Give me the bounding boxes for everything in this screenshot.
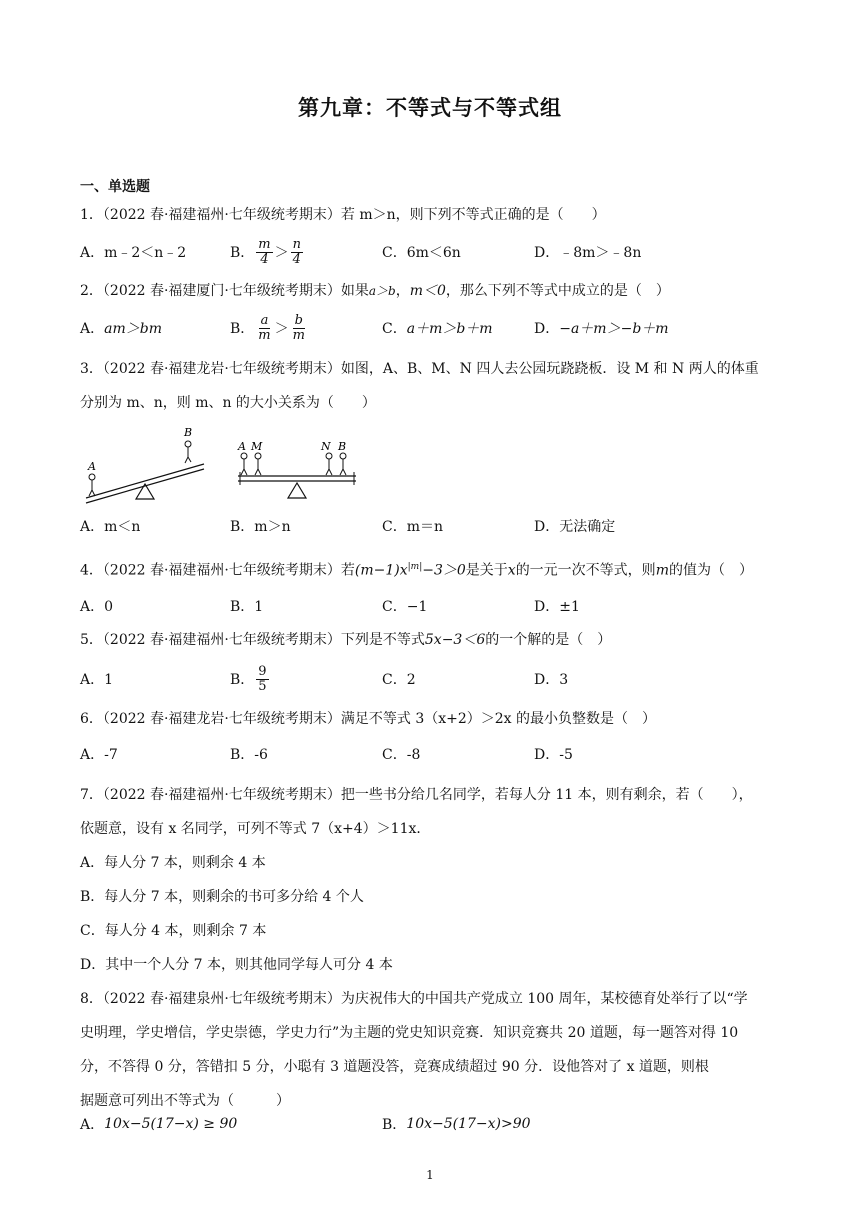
option-c: C．m＝n: [382, 519, 444, 535]
question-3-stem-line-1: 3．（2022 春·福建龙岩·七年级统考期末）如图，A、B、M、N 四人去公园玩跷跷板．设 M 和 N 两人的体重: [80, 361, 759, 377]
option-d: D．3: [534, 672, 569, 688]
option-a: A．m＜n: [80, 519, 141, 535]
seesaw-right: [237, 440, 356, 498]
question-4-stem: 4．（2022 春·福建福州·七年级统考期末）若$(m-1)x^{|m|}-3>0$是关于x的一元一次不等式，则m的值为（ ）: [80, 562, 753, 579]
figure-label-b: B: [184, 426, 193, 439]
question-6-stem: 6．（2022 春·福建龙岩·七年级统考期末）满足不等式 3（x+2）＞2x 的最小负整数是（ ）: [80, 711, 657, 727]
option-b: B．m＞n: [230, 519, 291, 535]
question-1-stem: 1．（2022 春·福建福州·七年级统考期末）若 m＞n，则下列不等式正确的是（ ）: [80, 207, 606, 223]
option-c: C．2: [382, 672, 416, 688]
figure-label-n: N: [321, 440, 331, 453]
figure-label-b: B: [338, 440, 347, 453]
fraction: $\frac{n}{4}$: [292, 236, 301, 267]
option-b: B．-6: [230, 747, 268, 763]
figure-label-m: M: [251, 440, 263, 453]
section-heading: 一、单选题: [80, 179, 150, 195]
option-a: A． am＞bm: [80, 321, 162, 337]
question-3-stem-line-2: 分别为 m、n，则 m、n 的大小关系为（ ）: [80, 395, 376, 411]
seesaw-left: [86, 426, 204, 503]
option-a: A．0: [80, 599, 114, 615]
option-c: C．-8: [382, 747, 421, 763]
option-b: B． $\frac{a}{m}$ ＞ $\frac{b}{m}$: [230, 312, 305, 343]
option-d: D．﹣8m＞﹣8n: [534, 245, 642, 261]
option-c: C． a＋m＞b＋m: [382, 321, 493, 337]
option-d: D．无法确定: [534, 519, 616, 535]
option-a: A．-7: [80, 747, 118, 763]
question-7-stem-line-1: 7．（2022 春·福建福州·七年级统考期末）把一些书分给几名同学，若每人分 11 本，则有剩余，若（ ），: [80, 787, 753, 803]
option-b: B． 10x−5(17−x)>90: [382, 1116, 531, 1133]
page-number: 1: [426, 1168, 434, 1182]
option-a: A． 10x−5(17−x) ≥ 90: [80, 1116, 238, 1133]
question-8-stem-line-2: 史明理，学史增信，学史崇德，学史力行”为主题的党史知识竞赛．知识竞赛共 20 道题，每一题答对得 10: [80, 1025, 739, 1041]
option-d: D．±1: [534, 599, 580, 615]
option-d: D． −a＋m＞−b＋m: [534, 321, 669, 337]
question-7-option-a: A．每人分 7 本，则剩余 4 本: [80, 855, 266, 871]
question-5-stem: 5．（2022 春·福建福州·七年级统考期末）下列是不等式5x−3＜6的一个解的是（ ）: [80, 632, 612, 648]
option-b: B． $\frac{9}{5}$: [230, 663, 267, 694]
fraction: $\frac{b}{m}$: [292, 312, 305, 343]
figure-label-a: A: [88, 460, 96, 473]
option-b: B．1: [230, 599, 264, 615]
question-8-stem-line-4: 据题意可列出不等式为（ ）: [80, 1093, 290, 1109]
question-6-options: [80, 738, 780, 770]
question-8-stem-line-3: 分，不答得 0 分，答错扣 5 分，小聪有 3 道题没答，竞赛成绩超过 90 分．设他答对了 x 道题，则根: [80, 1059, 709, 1075]
question-7-option-b: B．每人分 7 本，则剩余的书可多分给 4 个人: [80, 889, 364, 905]
page-title: 第九章：不等式与不等式组: [298, 96, 562, 120]
question-3-options: [80, 510, 780, 542]
option-c: C．−1: [382, 599, 428, 615]
option-a: A．1: [80, 672, 114, 688]
question-8-options: [80, 1108, 780, 1140]
figure-label-a: A: [238, 440, 246, 453]
question-2-stem: 2．（2022 春·福建厦门·七年级统考期末）如果a＞b，m＜0，那么下列不等式中成立的是（ ）: [80, 283, 670, 299]
option-label: B．: [230, 245, 255, 261]
question-7-option-d: D．其中一个人分 7 本，则其他同学每人可分 4 本: [80, 957, 393, 973]
fraction: $\frac{m}{4}$: [258, 236, 271, 267]
option-b: [230, 236, 305, 268]
question-1-options: [80, 236, 780, 268]
fraction: $\frac{9}{5}$: [258, 663, 267, 694]
question-7-option-c: C．每人分 4 本，则剩余 7 本: [80, 923, 267, 939]
option-d: D．-5: [534, 747, 573, 763]
question-2-options: [80, 312, 780, 344]
question-7-stem-line-2: 依题意，设有 x 名同学，可列不等式 7（x+4）＞11x．: [80, 821, 431, 837]
question-5-options: [80, 663, 780, 695]
option-c: C．6m＜6n: [382, 245, 461, 261]
question-4-options: [80, 590, 780, 622]
seesaw-figure: [80, 424, 370, 504]
operator: ＞: [274, 245, 289, 261]
question-8-stem-line-1: 8．（2022 春·福建泉州·七年级统考期末）为庆祝伟大的中国共产党成立 100 周年，某校德育处举行了以“学: [80, 991, 748, 1007]
fraction: $\frac{a}{m}$: [258, 312, 271, 343]
option-a: A．m﹣2＜n﹣2: [80, 245, 187, 261]
